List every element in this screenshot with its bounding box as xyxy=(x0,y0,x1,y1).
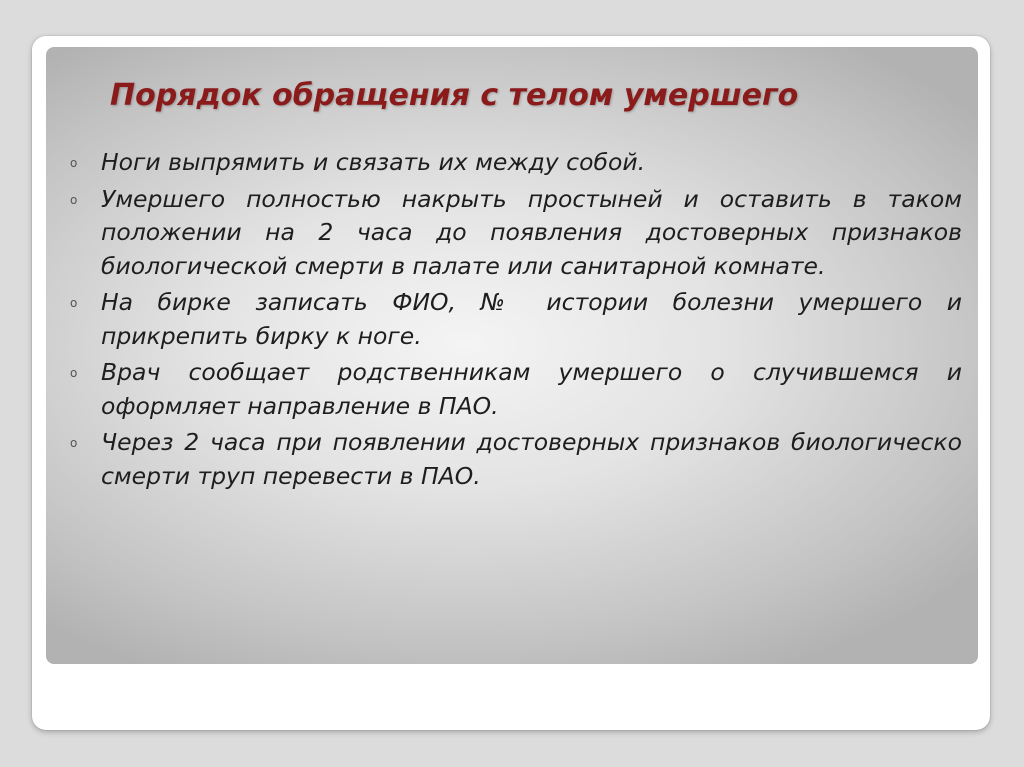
bullet-item xyxy=(70,146,962,180)
bullet-item xyxy=(70,286,962,353)
bullet-item xyxy=(70,356,962,423)
bullet-list xyxy=(70,146,962,496)
bullet-marker-icon: o xyxy=(70,192,78,207)
bullet-marker-icon: o xyxy=(70,156,78,170)
bullet-text: Ноги выпрямить и связать их между собой. xyxy=(101,148,646,176)
bullet-marker-icon: o xyxy=(70,366,78,380)
bullet-text: Умершего полностью накрыть простыней и оставить в таком положении на 2 часа до появления достоверных признаков биологической смерти в палате или санитарной комнате. xyxy=(101,184,962,280)
bullet-marker-icon: o xyxy=(70,436,78,450)
bullet-item xyxy=(70,183,962,284)
bullet-text: Врач сообщает родственникам умершего о случившемся и оформляет направление в ПАО. xyxy=(101,358,962,420)
slide-title: Порядок обращения с телом умершего xyxy=(110,78,799,113)
bullet-text: На бирке записать ФИО, № истории болезни умершего и прикрепить бирку к ноге. xyxy=(101,288,962,350)
bullet-item xyxy=(70,426,962,493)
bullet-marker-icon: o xyxy=(70,296,78,310)
bullet-text: Через 2 часа при появлении достоверных признаков биологическо смерти труп перевести в ПАО. xyxy=(101,428,962,490)
